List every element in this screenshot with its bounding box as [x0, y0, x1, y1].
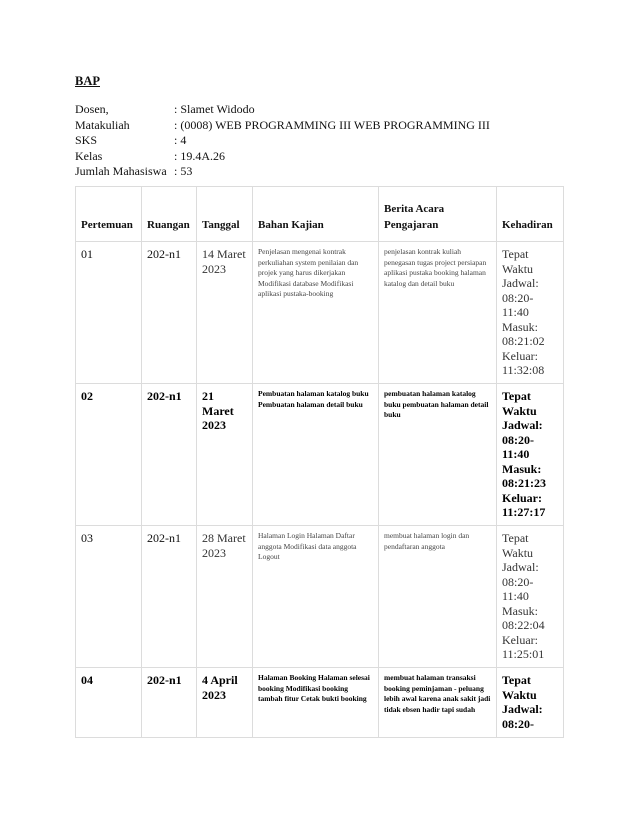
cell-ruangan: 202-n1 — [142, 668, 197, 738]
cell-pertemuan: 04 — [76, 668, 142, 738]
cell-ruangan: 202-n1 — [142, 526, 197, 668]
table-row — [76, 242, 564, 384]
info-label: Jumlah Mahasiswa — [75, 164, 167, 178]
cell-kehadiran: Tepat Waktu Jadwal: 08:20- — [497, 668, 564, 738]
course-info — [75, 102, 490, 180]
info-value: : 53 — [174, 164, 193, 178]
cell-bahan-kajian: Halaman Booking Halaman selesai booking Modifikasi booking tambah fitur Cetak bukti booking — [253, 668, 379, 738]
info-row-matakuliah — [75, 118, 490, 134]
info-label: Kelas — [75, 148, 103, 163]
cell-kehadiran: Tepat Waktu Jadwal: 08:20-11:40 Masuk: 08:21:23 Keluar: 11:27:17 — [497, 384, 564, 526]
info-label: Dosen, — [75, 102, 109, 116]
cell-kehadiran: Tepat Waktu Jadwal: 08:20-11:40 Masuk: 08:21:02 Keluar: 11:32:08 — [497, 242, 564, 384]
table-row — [76, 526, 564, 668]
cell-ruangan: 202-n1 — [142, 242, 197, 384]
page-title: BAP — [75, 74, 100, 88]
cell-ruangan: 202-n1 — [142, 384, 197, 526]
info-label: Matakuliah — [75, 117, 130, 132]
info-value: : (0008) WEB PROGRAMMING III WEB PROGRAMMING III — [174, 117, 490, 132]
info-row-dosen — [75, 102, 490, 118]
info-value: : 4 — [174, 133, 187, 147]
table-row — [76, 668, 564, 738]
cell-bahan-kajian: Penjelasan mengenai kontrak perkuliahan system penilaian dan projek yang harus dikerjakan Modifikasi database Modifikasi aplikasi pustaka-booking — [253, 242, 379, 384]
header-tanggal: Tanggal — [197, 187, 253, 242]
table-row — [76, 384, 564, 526]
attendance-table — [75, 186, 564, 738]
cell-pertemuan: 03 — [76, 526, 142, 668]
cell-berita-acara: membuat halaman login dan pendaftaran anggota — [379, 526, 497, 668]
info-row-jumlah-mahasiswa — [75, 164, 490, 180]
cell-tanggal: 28 Maret 2023 — [197, 526, 253, 668]
cell-tanggal: 4 April 2023 — [197, 668, 253, 738]
info-label: SKS — [75, 133, 98, 147]
cell-tanggal: 14 Maret 2023 — [197, 242, 253, 384]
header-bahan-kajian: Bahan Kajian — [253, 187, 379, 242]
cell-bahan-kajian: Pembuatan halaman katalog buku Pembuatan halaman detail buku — [253, 384, 379, 526]
cell-berita-acara: pembuatan halaman katalog buku pembuatan halaman detail buku — [379, 384, 497, 526]
info-row-kelas — [75, 149, 490, 165]
table-header-row — [76, 187, 564, 242]
cell-tanggal: 21 Maret 2023 — [197, 384, 253, 526]
header-berita-acara: Berita Acara Pengajaran — [379, 187, 497, 242]
info-row-sks — [75, 133, 490, 149]
header-pertemuan: Pertemuan — [76, 187, 142, 242]
header-kehadiran: Kehadiran — [497, 187, 564, 242]
header-ruangan: Ruangan — [142, 187, 197, 242]
cell-kehadiran: Tepat Waktu Jadwal: 08:20-11:40 Masuk: 08:22:04 Keluar: 11:25:01 — [497, 526, 564, 668]
cell-bahan-kajian: Halaman Login Halaman Daftar anggota Modifikasi data anggota Logout — [253, 526, 379, 668]
cell-berita-acara: membuat halaman transaksi booking peminjaman - peluang lebih awal karena anak sakit jadi tidak ebsen hadir tapi sudah — [379, 668, 497, 738]
info-value: : 19.4A.26 — [174, 148, 225, 163]
info-value: : Slamet Widodo — [174, 102, 255, 116]
cell-berita-acara: penjelasan kontrak kuliah penegasan tugas project persiapan aplikasi pustaka booking halaman katalog dan detail buku — [379, 242, 497, 384]
cell-pertemuan: 01 — [76, 242, 142, 384]
cell-pertemuan: 02 — [76, 384, 142, 526]
